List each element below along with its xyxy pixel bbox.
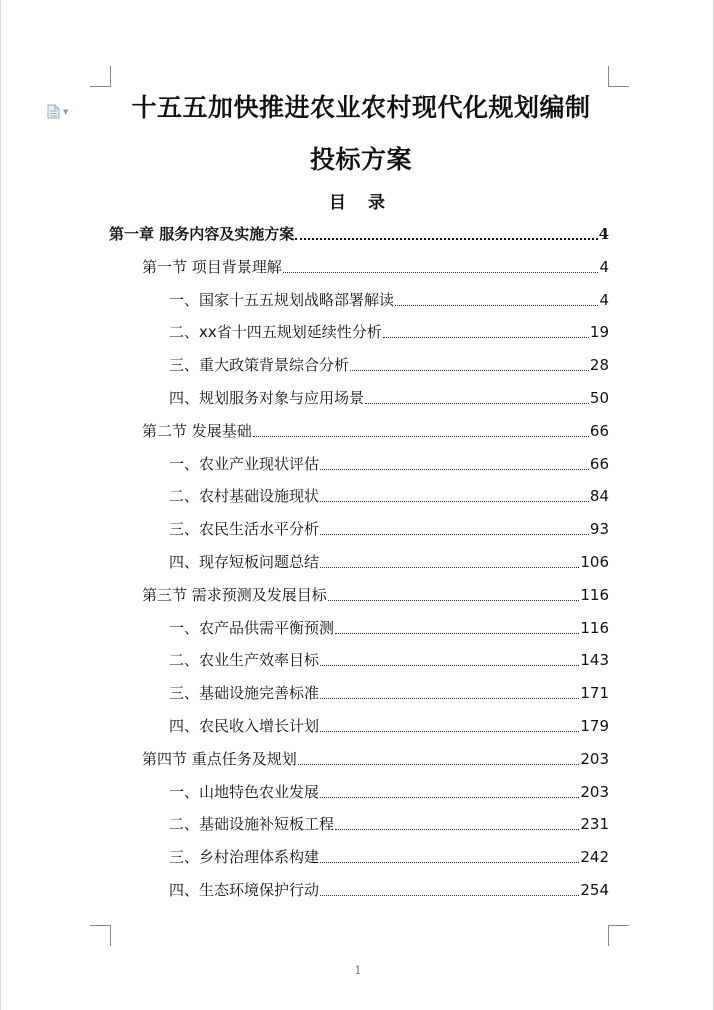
toc-leader-dots <box>383 337 589 338</box>
toc-entry-label: 一、国家十五五规划战略部署解读 <box>169 290 395 309</box>
toc-entry-page: 203 <box>580 749 609 768</box>
toc-leader-dots <box>335 633 579 634</box>
toc-entry-page: 203 <box>580 782 609 801</box>
toc-entry-label: 四、农民收入增长计划 <box>169 717 320 735</box>
toc-leader-dots <box>320 665 579 666</box>
toc-entry[interactable] <box>169 616 609 640</box>
toc-leader-dots <box>320 567 579 568</box>
document-title-line2: 投标方案 <box>309 145 412 174</box>
toc-entry-page: 50 <box>589 389 609 407</box>
toc-entry[interactable] <box>169 780 609 804</box>
toc-entry-page: 93 <box>589 520 609 539</box>
toc-leader-dots <box>320 501 589 502</box>
toc-leader-dots <box>320 698 579 699</box>
toc-leader-dots <box>320 731 579 732</box>
toc-leader-dots <box>350 370 589 371</box>
toc-entry[interactable] <box>169 386 609 410</box>
toc-entry-label: 二、xx省十四五规划延续性分析 <box>169 323 382 342</box>
toc-entry-label: 二、基础设施补短板工程 <box>169 815 335 834</box>
document-icon <box>47 104 60 119</box>
toc-entry-label: 四、生态环境保护行动 <box>169 881 320 899</box>
toc-entry[interactable] <box>169 288 609 312</box>
toc-leader-dots <box>365 403 589 404</box>
toc-entry[interactable] <box>169 845 609 869</box>
toc-entry-page: 179 <box>580 717 609 735</box>
toc-entry-page: 143 <box>580 651 609 670</box>
toc-entry-page: 231 <box>580 815 609 834</box>
toc-entry-label: 三、重大政策背景综合分析 <box>169 356 350 375</box>
paragraph-options-button[interactable] <box>47 104 68 119</box>
toc-leader-dots <box>283 272 599 273</box>
toc-leader-dots <box>335 829 579 830</box>
margin-corner-top-right <box>608 66 629 87</box>
toc-entry[interactable] <box>109 222 609 246</box>
toc-entry-page: 66 <box>589 421 609 440</box>
toc-entry-page: 28 <box>589 356 609 375</box>
toc-entry-page: 84 <box>589 487 609 506</box>
margin-corner-bottom-right <box>608 925 629 946</box>
toc-leader-dots <box>320 534 589 535</box>
toc-entry-label: 第三节 需求预测及发展目标 <box>142 585 327 604</box>
toc-entry-page: 4 <box>599 257 609 276</box>
toc-entry[interactable] <box>142 419 609 443</box>
toc-entry[interactable] <box>169 353 609 377</box>
toc-entry-label: 二、农村基础设施现状 <box>169 487 320 506</box>
toc-entry[interactable] <box>169 681 609 705</box>
toc-entry-label: 第一节 项目背景理解 <box>142 257 282 276</box>
toc-entry-label: 第四节 重点任务及规划 <box>142 749 297 768</box>
toc-entry-label: 二、农业生产效率目标 <box>169 651 320 670</box>
toc-entry-page: 242 <box>580 848 609 867</box>
toc-entry-label: 一、农产品供需平衡预测 <box>169 618 335 637</box>
toc-entry-page: 66 <box>589 454 609 473</box>
toc-entry-page: 106 <box>580 553 609 571</box>
toc-entry-label: 四、规划服务对象与应用场景 <box>169 389 365 407</box>
margin-corner-top-left <box>90 66 111 87</box>
toc-heading: 目 录 <box>329 193 393 213</box>
toc-entry-page: 171 <box>580 684 609 703</box>
toc-entry[interactable] <box>169 452 609 476</box>
toc-leader-dots <box>395 305 598 306</box>
toc-entry[interactable] <box>142 747 609 771</box>
toc-entry[interactable] <box>169 320 609 344</box>
toc-entry-label: 一、山地特色农业发展 <box>169 782 320 801</box>
page-number: 1 <box>354 964 362 977</box>
toc-entry-label: 三、基础设施完善标准 <box>169 684 320 703</box>
toc-entry-page: 254 <box>580 881 609 899</box>
toc-entry-label: 三、乡村治理体系构建 <box>169 848 320 867</box>
toc-leader-dots <box>328 600 580 601</box>
toc-entry-label: 三、农民生活水平分析 <box>169 520 320 539</box>
toc-leader-dots <box>320 469 589 470</box>
toc-entry[interactable] <box>169 878 609 902</box>
toc-entry[interactable] <box>142 583 609 607</box>
document-title-line1: 十五五加快推进农业农村现代化规划编制 <box>131 93 591 122</box>
toc-entry-page: 116 <box>580 618 609 637</box>
toc-entry[interactable] <box>142 255 609 279</box>
toc-leader-dots <box>320 862 579 863</box>
toc-entry[interactable] <box>169 648 609 672</box>
toc-entry-label: 第二节 发展基础 <box>142 421 252 440</box>
toc-entry[interactable] <box>169 714 609 738</box>
toc-entry-label: 一、农业产业现状评估 <box>169 454 320 473</box>
toc-entry-label: 第一章 服务内容及实施方案 <box>109 225 295 243</box>
toc-entry-label: 四、现存短板问题总结 <box>169 553 320 571</box>
toc-entry-page: 116 <box>580 585 609 604</box>
toc-leader-dots <box>253 436 589 437</box>
toc-leader-dots <box>320 895 579 896</box>
toc-leader-dots <box>295 238 597 240</box>
chevron-down-icon: ▼ <box>63 107 69 116</box>
toc-entry[interactable] <box>169 812 609 836</box>
toc-entry[interactable] <box>169 517 609 541</box>
toc-entry-page: 4 <box>599 290 609 309</box>
toc-entry-page: 19 <box>589 323 609 342</box>
toc-leader-dots <box>320 797 579 798</box>
toc-entry-page: 4 <box>598 225 609 243</box>
toc-entry[interactable] <box>169 484 609 508</box>
toc-leader-dots <box>298 764 580 765</box>
margin-corner-bottom-left <box>90 925 111 946</box>
toc-entry[interactable] <box>169 550 609 574</box>
